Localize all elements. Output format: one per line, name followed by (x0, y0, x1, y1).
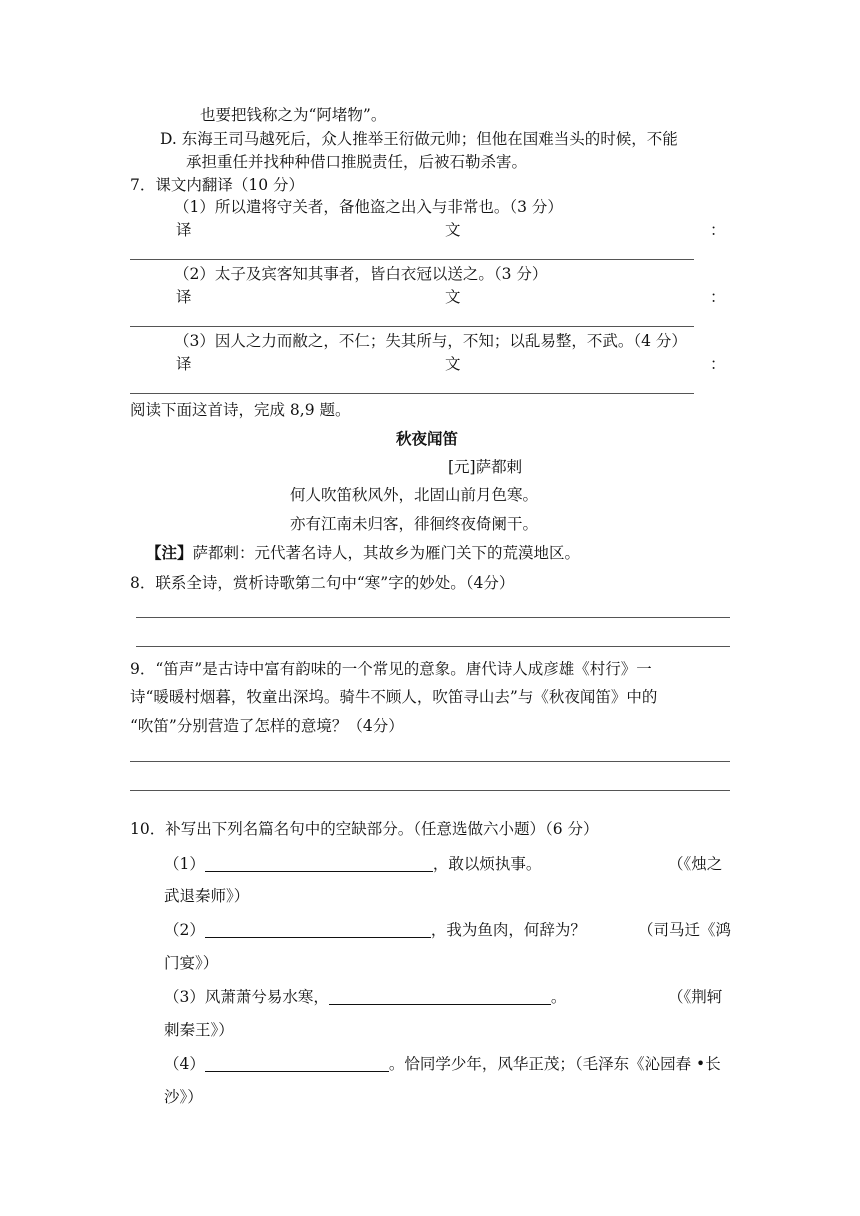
item-text: ，我为鱼肉，何辞为？ (430, 921, 586, 939)
poem-note (146, 542, 580, 564)
poem-title: 秋夜闻笛 (396, 429, 459, 448)
item-text: ，敢以烦执事。 (432, 855, 542, 873)
q10-item-3-source-cont: 刺秦王》） (164, 1021, 234, 1039)
poem-line-2: 亦有江南未归客，徘徊终夜倚阑干。 (290, 515, 539, 533)
label-yi: 译 (176, 221, 192, 239)
item-number: （1） (164, 855, 205, 873)
q6-option-d-line1: D. 东海王司马越死后，众人推举王衍做元帅；但他在国难当头的时候，不能 (160, 130, 678, 148)
q10-item-2-source: （司马迁《鸿 (638, 921, 732, 939)
item-text: 。 (550, 988, 567, 1006)
poem-intro: 阅读下面这首诗，完成 8,9 题。 (130, 401, 351, 419)
q10-item-1-source-cont: 武退秦师》） (164, 887, 250, 905)
q10-item-2 (164, 919, 586, 941)
q10-item-4 (164, 1053, 721, 1075)
q10-item-1 (164, 853, 541, 875)
q10-item-1-source: （《烛之 (668, 855, 723, 873)
label-colon: ： (710, 288, 726, 306)
q10-item-3 (164, 986, 566, 1008)
label-yi: 译 (176, 288, 192, 306)
q10-item-2-source-cont: 门宴》） (164, 954, 219, 972)
q7-item-1-answer-line[interactable] (130, 259, 694, 260)
label-yi: 译 (176, 355, 192, 373)
fill-blank-2[interactable] (205, 921, 431, 938)
q7-item-2: （2）太子及宾客知其事者，皆白衣冠以送之。（3 分） (174, 265, 548, 283)
label-wen: 文 (445, 221, 461, 239)
fill-blank-3[interactable] (329, 988, 551, 1005)
fill-blank-1[interactable] (205, 855, 433, 872)
q9-line-1: 9．“笛声”是古诗中富有韵味的一个常见的意象。唐代诗人成彦雄《村行》一 (130, 660, 652, 678)
q10-item-3-source: （《荆轲 (668, 988, 723, 1006)
poem-note-tag: 【注】 (146, 543, 193, 562)
q7-item-1: （1）所以遣将守关者，备他盗之出入与非常也。（3 分） (174, 198, 563, 216)
q6-option-d-line2: 承担重任并找种种借口推脱责任，后被石勒杀害。 (186, 153, 528, 171)
poem-note-text: 萨都剌：元代著名诗人，其故乡为雁门关下的荒漠地区。 (192, 544, 581, 562)
q7-item-3: （3）因人之力而敝之，不仁；失其所与，不知；以乱易整，不武。（4 分） (174, 332, 687, 350)
q8-answer-line-1[interactable] (136, 617, 730, 618)
item-number: （4） (164, 1055, 205, 1073)
q9-answer-line-2[interactable] (130, 790, 730, 791)
poem-author: [元]萨都剌 (448, 458, 523, 476)
label-wen: 文 (445, 355, 461, 373)
item-text: 。恰同学少年，风华正茂；（毛泽东《沁园春 •长 (388, 1055, 721, 1073)
label-wen: 文 (445, 288, 461, 306)
q7-title: 7．课文内翻译（10 分） (130, 176, 305, 194)
label-colon: ： (710, 221, 726, 239)
label-colon: ： (710, 355, 726, 373)
q10-title: 10．补写出下列名篇名句中的空缺部分。（任意选做六小题）（6 分） (130, 820, 599, 838)
q9-line-2: 诗“暖暖村烟暮，牧童出深坞。骑牛不顾人，吹笛寻山去”与《秋夜闻笛》中的 (130, 688, 658, 706)
q9-line-3: “吹笛”分别营造了怎样的意境？（4分） (130, 717, 404, 735)
q6-option-c-end: 也要把钱称之为“阿堵物”。 (200, 106, 387, 124)
q8-text: 8．联系全诗，赏析诗歌第二句中“寒”字的妙处。（4分） (130, 574, 515, 592)
q7-item-2-answer-line[interactable] (130, 326, 694, 327)
poem-line-1: 何人吹笛秋风外，北固山前月色寒。 (290, 486, 539, 504)
q9-answer-line-1[interactable] (130, 761, 730, 762)
fill-blank-4[interactable] (205, 1055, 389, 1072)
item-text: （3）风萧萧兮易水寒， (164, 988, 329, 1006)
item-number: （2） (164, 921, 205, 939)
q7-item-3-answer-line[interactable] (130, 393, 694, 394)
q8-answer-line-2[interactable] (136, 646, 730, 647)
q10-item-4-source-cont: 沙》） (164, 1088, 203, 1106)
